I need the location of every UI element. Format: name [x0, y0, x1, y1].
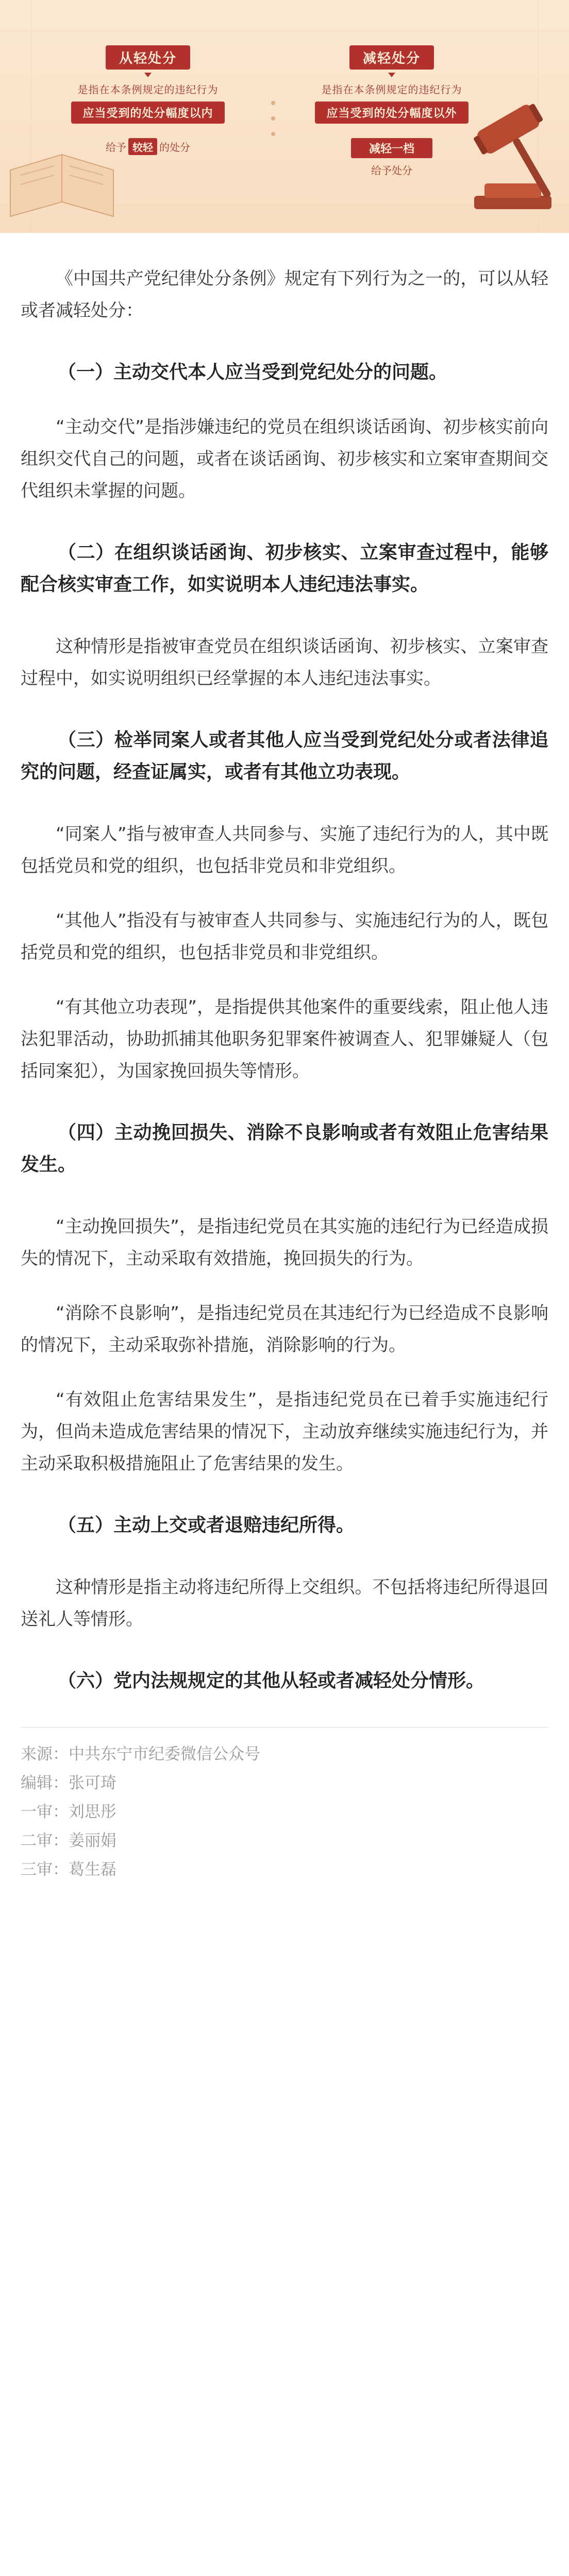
article-body [0, 233, 569, 1697]
section-heading: （三）检举同案人或者其他人应当受到党纪处分或者法律追究的问题，经查证属实，或者有其他立功表现。 [21, 730, 548, 783]
section-paragraph: “有其他立功表现”，是指提供其他案件的重要线索，阻止他人违法犯罪活动，协助抓捕其他职务犯罪案件被调查人、犯罪嫌疑人（包括同案犯），为国家挽回损失等情形。 [21, 997, 548, 1081]
mitigated-punishment-column [37, 45, 259, 155]
reduced-punishment-column [281, 45, 503, 177]
reduced-tag: 减轻处分 [349, 45, 434, 70]
book-illustration [10, 155, 113, 216]
section-paragraph: “消除不良影响”，是指违纪党员在其违纪行为已经造成不良影响的情况下，主动采取弥补措施，消除影响的行为。 [21, 1303, 548, 1355]
credit-third-review: 三审：葛生磊 [21, 1860, 116, 1879]
section-paragraph: “同案人”指与被审查人共同参与、实施了违纪行为的人，其中既包括党员和党的组织，也包括非党员和非党组织。 [21, 824, 548, 876]
credit-editor: 编辑：张可琦 [21, 1774, 116, 1792]
section-heading: （四）主动挽回损失、消除不良影响或者有效阻止危害结果发生。 [21, 1122, 548, 1175]
mitigated-result [37, 138, 259, 155]
credit-first-review: 一审：刘思彤 [21, 1803, 116, 1821]
mitigated-condition: 是指在本条例规定的违纪行为 [77, 83, 219, 96]
section-heading: （一）主动交代本人应当受到党纪处分的问题。 [58, 362, 448, 383]
credit-second-review: 二审：姜丽娟 [21, 1832, 116, 1850]
reduced-result-highlight: 减轻一档 [351, 138, 432, 158]
article-credits [0, 1740, 569, 1884]
section-heading: （二）在组织谈话函询、初步核实、立案审查过程中，能够配合核实审查工作，如实说明本人违纪违法事实。 [21, 542, 548, 595]
mitigated-result-highlight: 较轻 [128, 138, 157, 155]
section-heading: （五）主动上交或者退赔违纪所得。 [58, 1515, 355, 1536]
arrow-down-icon [144, 73, 152, 77]
section-paragraph: 这种情形是指被审查党员在组织谈话函询、初步核实、立案审查过程中，如实说明组织已经掌握的本人违纪违法事实。 [21, 636, 548, 689]
reduced-range: 应当受到的处分幅度以外 [315, 101, 468, 124]
credit-source: 来源：中共东宁市纪委微信公众号 [21, 1745, 260, 1764]
mitigated-result-prefix: 给予 [106, 141, 126, 154]
section-paragraph: “主动挽回损失”，是指违纪党员在其实施的违纪行为已经造成损失的情况下，主动采取有效措施，挽回损失的行为。 [21, 1216, 548, 1269]
reduced-result-suffix: 给予处分 [371, 164, 412, 177]
section-paragraph: 这种情形是指主动将违纪所得上交组织。不包括将违纪所得退回送礼人等情形。 [21, 1577, 548, 1630]
mitigated-tag: 从轻处分 [106, 45, 190, 70]
section-heading: （六）党内法规规定的其他从轻或者减轻处分情形。 [58, 1670, 485, 1691]
section-paragraph: “其他人”指没有与被审查人共同参与、实施违纪行为的人，既包括党员和党的组织，也包括非党员和非党组织。 [21, 910, 548, 963]
header-banner [0, 0, 569, 233]
arrow-down-icon [388, 73, 395, 77]
mitigated-range: 应当受到的处分幅度以内 [71, 101, 224, 124]
mitigated-result-suffix: 的处分 [159, 141, 190, 154]
section-paragraph: “主动交代”是指涉嫌违纪的党员在组织谈话函询、初步核实前向组织交代自己的问题，或者在谈话函询、初步核实和立案审查期间交代组织未掌握的问题。 [21, 417, 548, 501]
reduced-result [281, 138, 503, 177]
intro-paragraph: 《中国共产党纪律处分条例》规定有下列行为之一的，可以从轻或者减轻处分： [21, 268, 548, 321]
section-paragraph: “有效阻止危害结果发生”，是指违纪党员在已着手实施违纪行为，但尚未造成危害结果的情况下，主动放弃继续实施违纪行为，并主动采取积极措施阻止了危害结果的发生。 [21, 1389, 548, 1474]
reduced-condition: 是指在本条例规定的违纪行为 [321, 83, 462, 96]
